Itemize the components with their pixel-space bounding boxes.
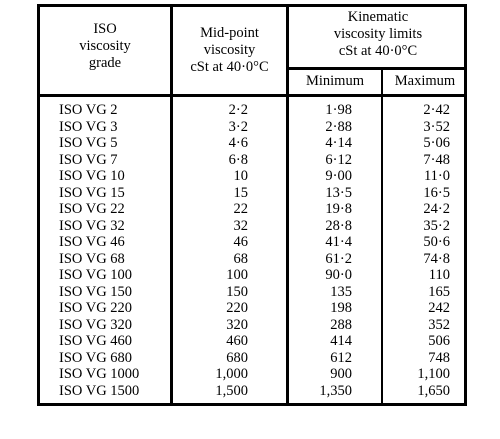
- table-row: [40, 383, 464, 400]
- table-row: [40, 119, 464, 136]
- maximum-cell: 3·52: [423, 118, 450, 135]
- midpoint-cell: 4·6: [228, 135, 248, 151]
- maximum-cell: 24·2: [423, 201, 450, 217]
- header-midpoint-line-1: Mid-point: [200, 25, 259, 41]
- minimum-cell: 288: [330, 316, 352, 333]
- table-row: [40, 366, 464, 383]
- grade-cell: ISO VG 2: [59, 102, 118, 118]
- minimum-cell: 1·98: [325, 102, 352, 118]
- grade-cell: ISO VG 22: [59, 201, 125, 217]
- grade-cell: ISO VG 320: [59, 316, 133, 333]
- table-row: [40, 333, 464, 350]
- midpoint-cell: 3·2: [228, 118, 248, 135]
- table-row: [40, 284, 464, 301]
- midpoint-cell: 1,000: [215, 366, 248, 382]
- minimum-cell: 13·5: [325, 184, 352, 201]
- table-body: [40, 102, 464, 399]
- header-maximum: Maximum: [394, 73, 456, 89]
- table-row: [40, 251, 464, 268]
- midpoint-cell: 100: [226, 267, 248, 283]
- midpoint-cell: 46: [233, 234, 248, 250]
- maximum-cell: 5·06: [423, 135, 450, 151]
- header-midpoint-line-2: viscosity: [203, 42, 256, 58]
- midpoint-cell: 10: [233, 168, 248, 184]
- header-grade-line-3: grade: [88, 55, 122, 71]
- midpoint-cell: 320: [226, 316, 248, 333]
- table-row: [40, 218, 464, 235]
- maximum-cell: 110: [428, 267, 450, 283]
- grade-cell: ISO VG 68: [59, 250, 125, 267]
- table-row: [40, 201, 464, 218]
- header-kinematic: [289, 9, 467, 60]
- minimum-cell: 6·12: [325, 151, 352, 168]
- maximum-cell: 50·6: [423, 234, 450, 250]
- grade-cell: ISO VG 10: [59, 168, 125, 184]
- minimum-cell: 41·4: [325, 234, 352, 250]
- header-grade-line-1: ISO: [93, 21, 117, 37]
- midpoint-cell: 1,500: [215, 382, 248, 399]
- midpoint-cell: 15: [233, 184, 248, 201]
- maximum-cell: 11·0: [423, 168, 450, 184]
- maximum-cell: 16·5: [423, 184, 450, 201]
- maximum-cell: 2·42: [423, 102, 450, 118]
- table-row: [40, 152, 464, 169]
- header-midpoint-line-3: cSt at 40·0°C: [190, 59, 269, 75]
- grade-cell: ISO VG 32: [59, 217, 125, 234]
- header-kinematic-line-2: viscosity limits: [333, 26, 423, 42]
- table-row: [40, 102, 464, 119]
- midpoint-cell: 68: [233, 250, 248, 267]
- maximum-cell: 1,650: [417, 382, 450, 399]
- maximum-cell: 165: [428, 283, 450, 300]
- grade-cell: ISO VG 3: [59, 118, 118, 135]
- grade-cell: ISO VG 220: [59, 300, 133, 316]
- grade-cell: ISO VG 1000: [59, 366, 140, 382]
- maximum-cell: 352: [428, 316, 450, 333]
- minimum-cell: 90·0: [325, 267, 352, 283]
- midpoint-cell: 680: [226, 349, 248, 366]
- grade-cell: ISO VG 1500: [59, 382, 140, 399]
- grade-cell: ISO VG 150: [59, 283, 133, 300]
- maximum-cell: 7·48: [423, 151, 450, 168]
- grade-cell: ISO VG 100: [59, 267, 133, 283]
- grade-cell: ISO VG 46: [59, 234, 125, 250]
- maximum-cell: 74·8: [423, 250, 450, 267]
- grade-cell: ISO VG 460: [59, 333, 133, 349]
- minimum-cell: 612: [330, 349, 352, 366]
- grade-cell: ISO VG 7: [59, 151, 118, 168]
- midpoint-cell: 460: [226, 333, 248, 349]
- minimum-cell: 2·88: [325, 118, 352, 135]
- midpoint-cell: 220: [226, 300, 248, 316]
- minimum-cell: 61·2: [325, 250, 352, 267]
- midpoint-cell: 6·8: [228, 151, 248, 168]
- header-grade: [40, 21, 170, 72]
- table-row: [40, 350, 464, 367]
- maximum-cell: 748: [428, 349, 450, 366]
- table-row: [40, 267, 464, 284]
- midpoint-cell: 32: [233, 217, 248, 234]
- maximum-cell: 506: [428, 333, 450, 349]
- minimum-cell: 414: [330, 333, 352, 349]
- grade-cell: ISO VG 5: [59, 135, 118, 151]
- table-row: [40, 317, 464, 334]
- midpoint-cell: 2·2: [228, 102, 248, 118]
- table-row: [40, 168, 464, 185]
- table-row: [40, 135, 464, 152]
- minimum-cell: 900: [330, 366, 352, 382]
- minimum-cell: 1,350: [319, 382, 352, 399]
- table-row: [40, 185, 464, 202]
- minimum-cell: 135: [330, 283, 352, 300]
- header-divider: [40, 94, 464, 97]
- header-kinematic-line-3: cSt at 40·0°C: [338, 43, 418, 59]
- minimum-cell: 28·8: [325, 217, 352, 234]
- grade-cell: ISO VG 680: [59, 349, 133, 366]
- header-minimum: Minimum: [305, 73, 364, 89]
- table-row: [40, 300, 464, 317]
- grade-cell: ISO VG 15: [59, 184, 125, 201]
- maximum-cell: 242: [428, 300, 450, 316]
- minimum-cell: 9·00: [325, 168, 352, 184]
- maximum-cell: 35·2: [423, 217, 450, 234]
- minimum-cell: 198: [330, 300, 352, 316]
- minimum-cell: 19·8: [325, 201, 352, 217]
- table-row: [40, 234, 464, 251]
- viscosity-table: [37, 4, 467, 406]
- kinematic-subheader-divider: [286, 67, 464, 70]
- minimum-cell: 4·14: [325, 135, 352, 151]
- midpoint-cell: 22: [233, 201, 248, 217]
- header-grade-line-2: viscosity: [79, 38, 131, 54]
- header-midpoint: [173, 25, 286, 76]
- midpoint-cell: 150: [226, 283, 248, 300]
- header-kinematic-line-1: Kinematic: [347, 9, 409, 25]
- maximum-cell: 1,100: [417, 366, 450, 382]
